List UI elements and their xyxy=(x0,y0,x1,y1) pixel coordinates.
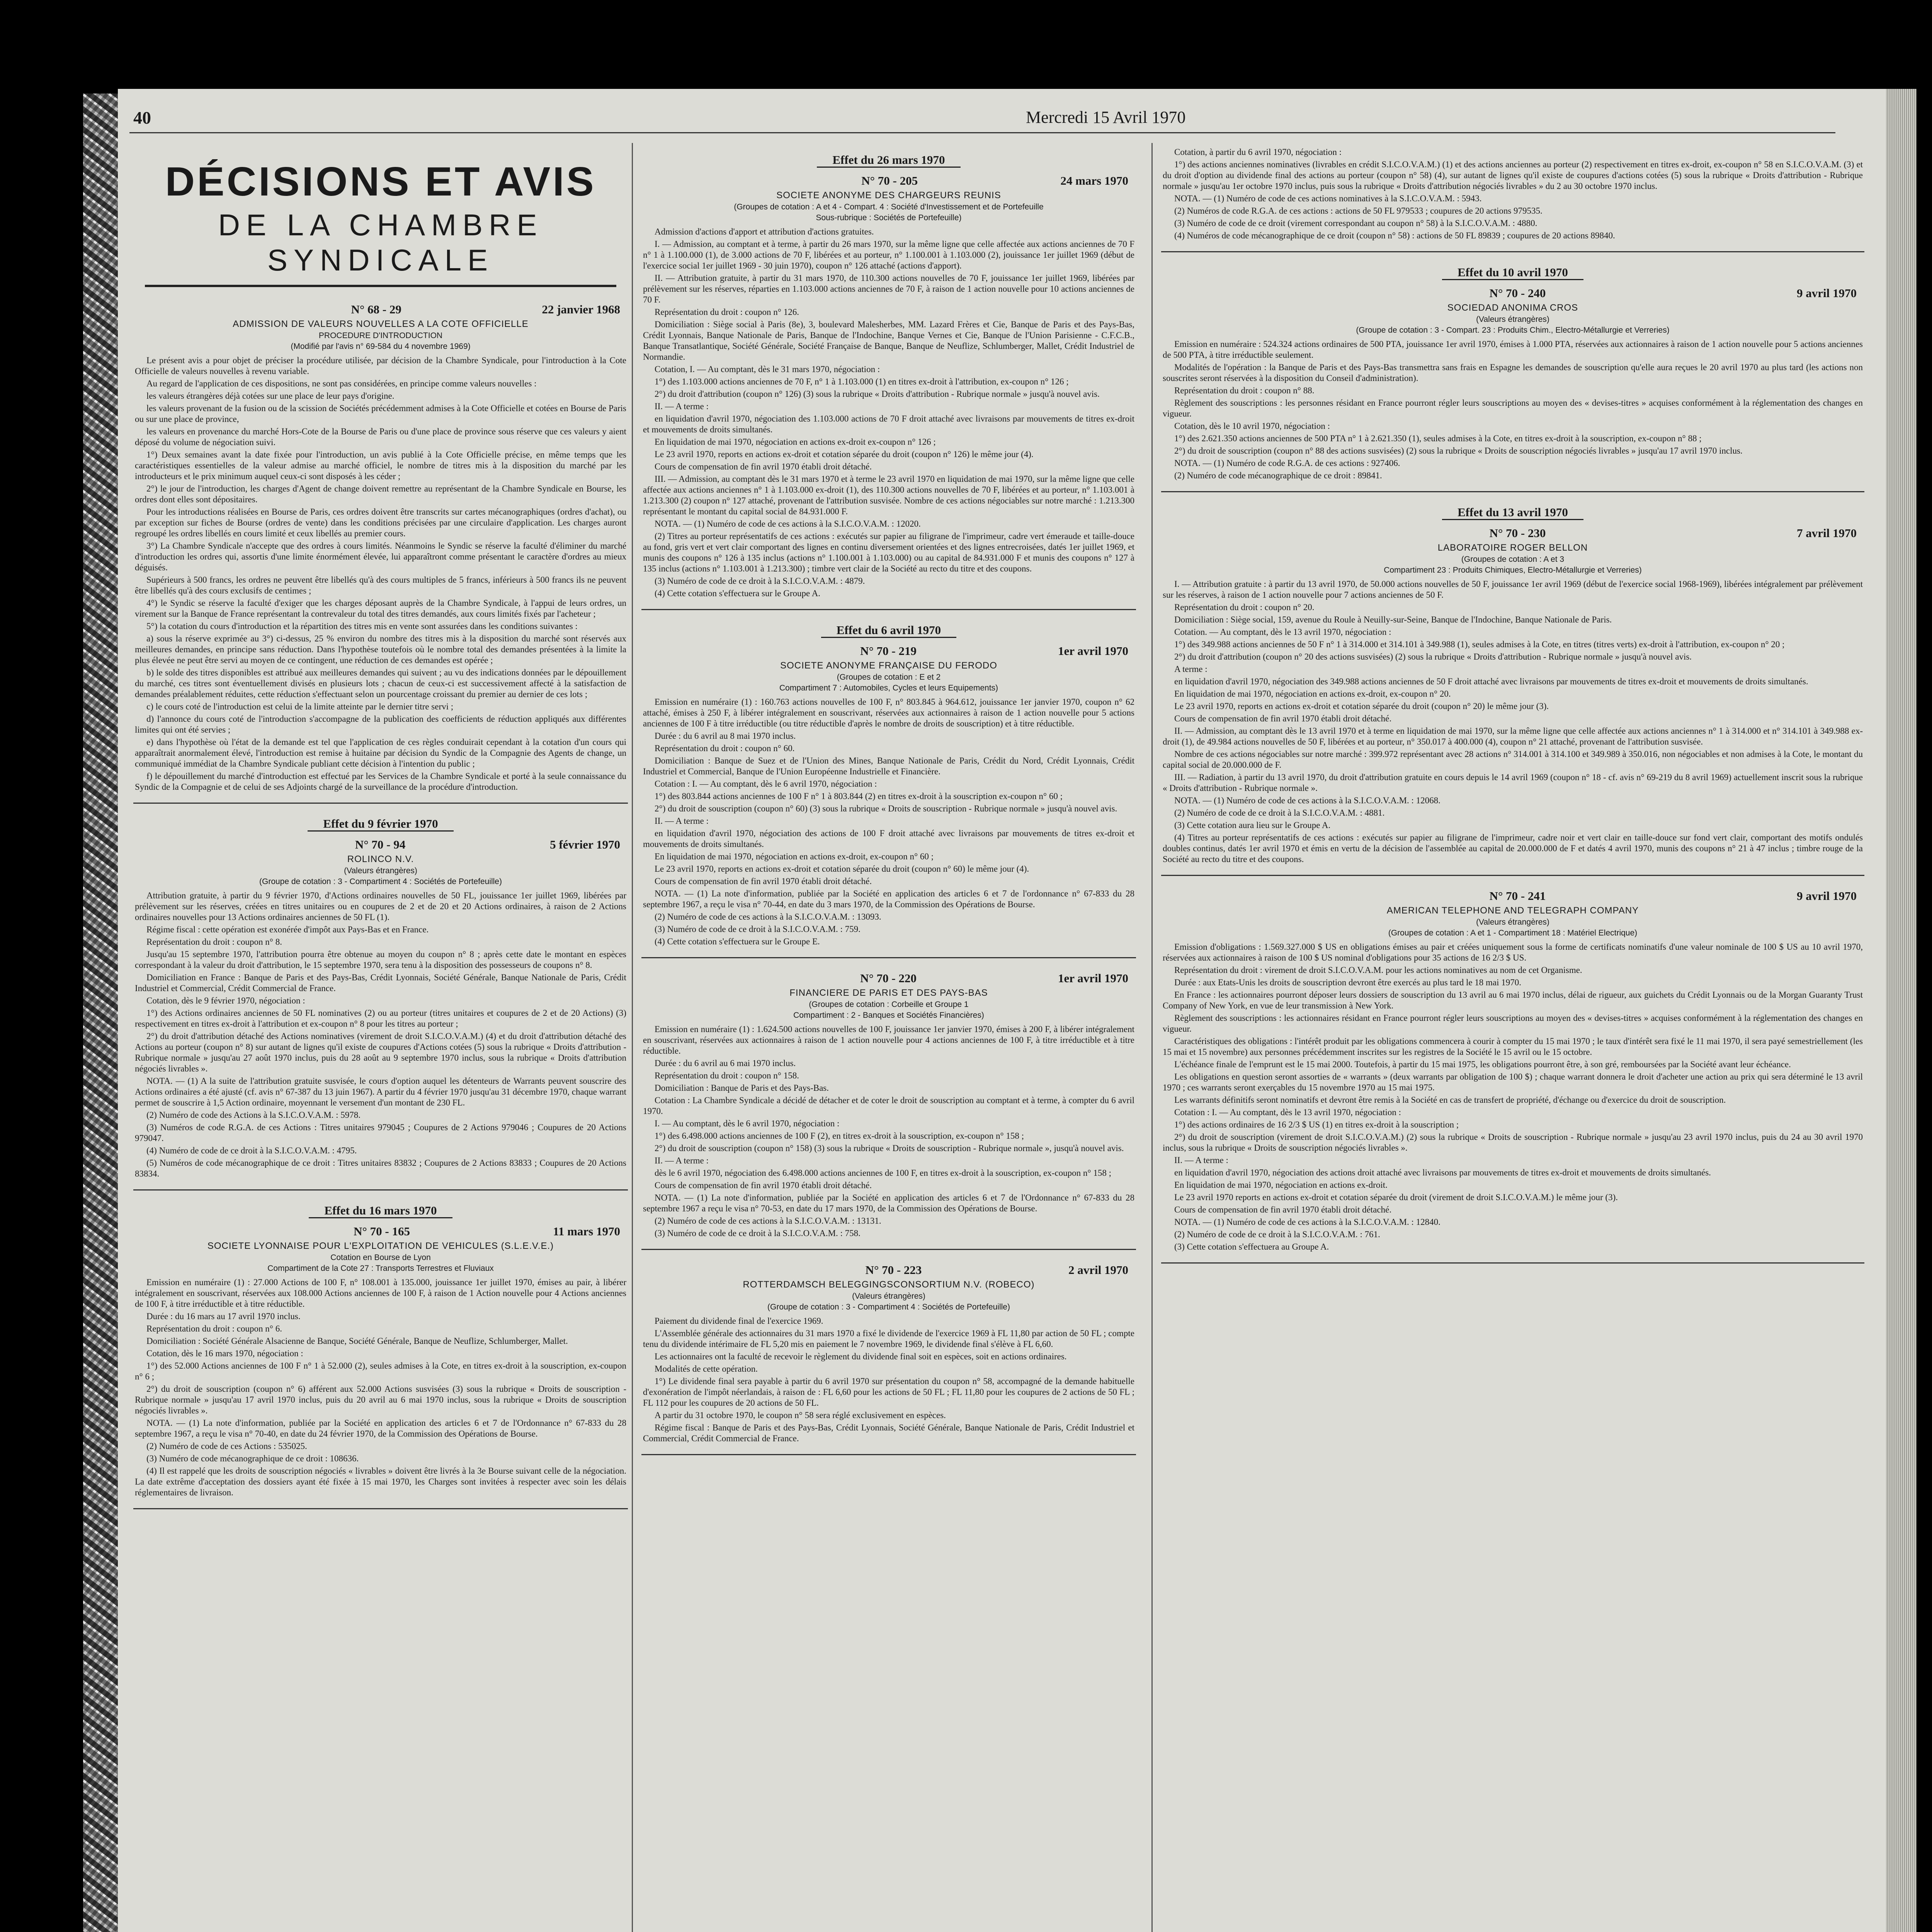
notice-paragraph: 4°) le Syndic se réserve la faculté d'exiger que les charges déposant auprès de la Chambre Syndicale, à l'appui de leurs ordres, un virement sur la Banque de France représentant la contrevaleur du total des titres demandés, aux cours limités fixés par l'acheteur ; xyxy=(135,598,626,619)
notice-header xyxy=(638,971,1140,985)
notice-paragraph: Cours de compensation de fin avril 1970 établi droit détaché. xyxy=(1174,714,1392,723)
marbled-book-edge xyxy=(83,94,120,1932)
notice-paragraph: 2°) du droit de souscription (coupon n° 88 des actions susvisées) (2) sous la rubrique « Droits de souscription négociés livrables » jusqu'au 17 avril 1970 inclus. xyxy=(1174,446,1743,456)
notice-paragraph: Durée : du 16 mars au 17 avril 1970 inclus. xyxy=(146,1311,301,1321)
notice xyxy=(129,1204,632,1509)
column-1 xyxy=(118,143,632,1932)
notice-paragraph: II. — Admission, au comptant dès le 13 avril 1970 et à terme en liquidation de mai 1970, sur la même ligne que celle affectée aux actions anciennes n° 1 à 314.000 et n° 314.101 à 349.988 ex-droit (1), de 49.984 actions nouvelles de 50 F, libérées et au porteur, n° 350.017 à 400.000 (4), coupon n° 21 attaché, provenant de l'attribution susvisée. xyxy=(1163,726,1863,747)
notice-date: 1er avril 1970 xyxy=(1058,644,1128,658)
notice-date: 1er avril 1970 xyxy=(1058,971,1128,985)
notice-paragraph: II. — A terme : xyxy=(1174,1155,1228,1165)
notice-paragraph: Supérieurs à 500 francs, les ordres ne peuvent être libellés qu'à des cours multiples de 5 francs, inférieurs à 500 francs ils ne peuvent être libellés qu'à des cours exclusifs de centimes ; xyxy=(135,575,626,595)
notice-paragraph: NOTA. — (1) Numéro de code de ces actions nominatives à la S.I.C.O.V.A.M. : 5943. xyxy=(1174,194,1482,203)
column-3 xyxy=(1157,143,1868,1932)
notice-paragraph: Le 23 avril 1970, reports en actions ex-droit et cotation séparée du droit (coupon n° 20) le même jour (3). xyxy=(1174,701,1549,711)
notice-paragraph: e) dans l'hypothèse où l'état de la demande est tel que l'application de ces règles conduirait cependant à la cotation d'un cours qui apparaîtrait anormalement élevé, l'introduction est remise à huitaine par décision du Syndic de la Compagnie des Agents de change, un communiqué immédiat de la Chambre Syndicale publiant cette décision à l'intention du public ; xyxy=(135,737,626,769)
effective-date-text: Effet du 9 février 1970 xyxy=(308,817,453,832)
notice-paragraph: f) le dépouillement du marché d'introduction est effectué par les Services de la Chambre Syndicale et porté à la seule connaissance du Syndic de la Compagnie et de celui de ses Adjoints chargé de la surveillance de la procédure d'introduction. xyxy=(135,771,626,792)
notice-paragraph: les valeurs en provenance du marché Hors-Cote de la Bourse de Paris ou d'une place de province sous réserve que ces valeurs y aient déposé du volume de négociation suivi. xyxy=(135,427,626,447)
notice-paragraph: Les actionnaires ont la faculté de recevoir le règlement du dividende final soit en espèces, soit en actions ordinaires. xyxy=(655,1352,1067,1361)
notice-paragraph: Domiciliation : Banque de Suez et de l'Union des Mines, Banque Nationale de Paris, Crédit du Nord, Crédit Lyonnais, Crédit Industriel et Commercial, Banque de l'Union Européenne Industrielle et Financière. xyxy=(643,756,1134,776)
notice-meta: (Groupe de cotation : 3 - Compartiment 4 : Sociétés de Portefeuille) xyxy=(767,1303,1010,1311)
notice-paragraph: en liquidation d'avril 1970, négociation des 1.103.000 actions de 70 F droit attaché avec livraisons par mouvements de titres ex-droit et mouvements de droits simultanés. xyxy=(643,414,1134,434)
notice-separator xyxy=(641,609,1136,610)
notice-paragraph: Caractéristiques des obligations : l'intérêt produit par les obligations commencera à courir à compter du 15 mai 1970 ; le taux d'intérêt sera fixé le 11 mai 1970, il sera payé semestriellement (les 15 mai et 15 novembre) aux personnes précédemment inscrites sur les registres de la Société le 15 avril ou le 15 octobre. xyxy=(1163,1036,1863,1057)
masthead-rule xyxy=(145,285,616,287)
notice-body xyxy=(129,890,632,1179)
notice-meta: Compartiment 23 : Produits Chimiques, Electro-Métallurgie et Verreries) xyxy=(1384,566,1642,575)
notice-paragraph: (2) Titres au porteur représentatifs de ces actions : exécutés sur papier au filigrane de l'imprimeur, cadre vert émeraude et taille-douce au fond, gris vert et vert clair comportant des lignes en continu diversement orientées et des lignes entrecroisées, datés 1er juillet 1969, et munis des coupons n° 126 à 135 inclus (actions n° 1.100.001 à 1.103.000) ou au capital de 84.931.000 F et munis des coupons n° 127 à 135 inclus (actions n° 1.103.001 à 1.213.300) ; timbre vert clair de la Société au recto du titre et des coupons. xyxy=(643,531,1134,573)
notice-body xyxy=(1157,942,1868,1252)
notice-meta: (Valeurs étrangères) xyxy=(852,1292,925,1301)
notice-paragraph: (4) Numéro de code de ce droit à la S.I.C.O.V.A.M. : 4795. xyxy=(146,1146,357,1155)
notice-paragraph: En liquidation de mai 1970, négociation en actions ex-droit ex-coupon n° 126 ; xyxy=(655,437,936,447)
notice-header xyxy=(638,644,1140,658)
notice xyxy=(1157,147,1868,252)
notice-paragraph: II. — Attribution gratuite, à partir du 31 mars 1970, de 110.300 actions nouvelles de 70 F, jouissance 1er juillet 1969, libérées par prélèvement sur les réserves, réparties en 1.103.000 actions anciennes de 70 F, à raison de 1 action nouvelle pour 10 actions anciennes de 70 F. xyxy=(643,273,1134,304)
notice-number: N° 70 - 220 xyxy=(860,971,917,985)
notice-paragraph: Cotation. — Au comptant, dès le 13 avril 1970, négociation : xyxy=(1174,627,1391,637)
effective-date-heading xyxy=(1157,505,1868,519)
notice-paragraph: (5) Numéros de code mécanographique de ce droit : Titres unitaires 83832 ; Coupures de 2 Actions 83833 ; Coupures de 20 Actions 83834. xyxy=(135,1158,626,1179)
notice-paragraph: Représentation du droit : coupon n° 6. xyxy=(146,1324,282,1333)
notice-meta: (Groupe de cotation : 3 - Compartiment 4 : Sociétés de Portefeuille) xyxy=(259,877,502,886)
notice-paragraph: (2) Numéro de code des Actions à la S.I.C.O.V.A.M. : 5978. xyxy=(146,1110,361,1120)
notice-separator xyxy=(133,803,628,804)
notice-paragraph: Représentation du droit : coupon n° 60. xyxy=(655,743,795,753)
notice-paragraph: Durée : aux Etats-Unis les droits de souscription devront être exercés au plus tard le 18 mai 1970. xyxy=(1174,978,1522,987)
company-name: LABORATOIRE ROGER BELLON xyxy=(1437,543,1588,553)
notice-paragraph: II. — A terme : xyxy=(655,401,709,411)
notice xyxy=(1157,265,1868,492)
notice-paragraph: Cotation, dès le 10 avril 1970, négociation : xyxy=(1174,421,1330,431)
notice-paragraph: 1°) des 349.988 actions anciennes de 50 F n° 1 à 314.000 et 314.101 à 349.988 (1), seules admises à la Cote, en titres (titres verts) ex-droit à l'attribution, ex-coupon n° 20 ; xyxy=(1174,639,1785,649)
effective-date-text: Effet du 10 avril 1970 xyxy=(1442,265,1583,280)
notice-separator xyxy=(641,1249,1136,1250)
notice xyxy=(638,153,1140,610)
notice-body xyxy=(1157,579,1868,865)
notice-paragraph: Emission en numéraire (1) : 160.763 actions nouvelles de 100 F, n° 803.845 à 964.612, jouissance 1er janvier 1970, coupon n° 62 attaché, émises à 250 F, à libérer intégralement en souscrivant, réservées aux actionnaires à raison de 1 action nouvelle pour 5 actions anciennes de 100 F à titre irréductible (ou titre réductible d'après le nombre de droits de souscription) et à titre réductible. xyxy=(643,697,1134,728)
effective-date-heading xyxy=(1157,265,1868,279)
company-name: SOCIETE ANONYME DES CHARGEURS REUNIS xyxy=(776,190,1001,201)
notice-body xyxy=(129,1277,632,1498)
notice-paragraph: Admission d'actions d'apport et attribution d'actions gratuites. xyxy=(655,227,874,236)
notice-number: N° 70 - 230 xyxy=(1489,526,1546,540)
page-number: 40 xyxy=(133,108,151,128)
notice-paragraph: Jusqu'au 15 septembre 1970, l'attribution pourra être obtenue au moyen du coupon n° 8 ; après cette date le montant en espèces correspondant à la valeur du droit d'attribution, le 15 septembre 1970, sera tenu à la disposition des possesseurs de coupons n° 8. xyxy=(135,949,626,970)
page-date: Mercredi 15 Avril 1970 xyxy=(1026,108,1186,127)
notice-paragraph: Au regard de l'application de ces dispositions, ne sont pas considérées, en principe comme valeurs nouvelles : xyxy=(146,379,537,388)
notice-paragraph: Cours de compensation de fin avril 1970 établi droit détaché. xyxy=(655,876,872,886)
notice-paragraph: Règlement des souscriptions : les actionnaires résidant en France pourront régler leurs souscriptions au moyen des « devises-titres » acquises conformément à la réglementation des changes en vigueur. xyxy=(1163,1013,1863,1034)
notice-paragraph: (3) Numéros de code R.G.A. de ces Actions : Titres unitaires 979045 ; Coupures de 2 Actions 979046 ; Coupures de 20 Actions 979047. xyxy=(135,1122,626,1143)
notice xyxy=(638,971,1140,1250)
notice xyxy=(1157,889,1868,1264)
notice-header xyxy=(1157,526,1868,540)
notice-paragraph: Durée : du 6 avril au 8 mai 1970 inclus. xyxy=(655,731,796,741)
notice-paragraph: (4) Titres au porteur représentatifs de ces actions : exécutés sur papier au filigrane de l'imprimeur, cadre noir et vert clair en taille-douce sur fond vert clair, comportant des motifs ondulés doubles continus, datés 1er avril 1970 et émis en vertu de la décision de l'assemblée au capital de 20.000.000 de F et datés 4 avril 1970, munis des coupons n° 21 à 47 inclus ; timbre rouge de la Société au recto du titre et des coupons. xyxy=(1163,833,1863,864)
notice-paragraph: En liquidation de mai 1970, négociation en actions ex-droit, ex-coupon n° 20. xyxy=(1174,689,1451,699)
notice-separator xyxy=(1161,1262,1864,1264)
notice-meta: Compartiment : 2 - Banques et Sociétés Financières) xyxy=(793,1011,984,1020)
notice-paragraph: Modalités de l'opération : la Banque de Paris et des Pays-Bas transmettra sans frais en Espagne les demandes de souscription qu'elle aura reçues le 20 avril 1970 au plus tard (les actions non souscrites seront réservées à la disposition du Conseil d'administration). xyxy=(1163,362,1863,383)
notice-paragraph: 2°) du droit de souscription (coupon n° 6) afférent aux 52.000 Actions susvisées (3) sous la rubrique « Droits de souscription - Rubrique normale » jusqu'au 17 avril 1970 inclus, puis du 20 avril au 6 mai 1970 inclus, sous la rubrique « Droits de souscription négociés livrables ». xyxy=(135,1384,626,1415)
notice-paragraph: d) l'annonce du cours coté de l'introduction s'accompagne de la publication des coefficients de réduction appliqués aux différentes limites qui ont été servies ; xyxy=(135,714,626,735)
notice-paragraph: Domiciliation : Siège social à Paris (8e), 3, boulevard Malesherbes, MM. Lazard Frères et Cie, Banque de Paris et des Pays-Bas, Crédit Lyonnais, Banque Nationale de Paris, Banque de l'Indochine, Banque Vernes et Cie, Banque de l'Union Parisienne - C.F.C.B., Banque Transatlantique, Société Générale, Société Française de Banque, Banque de Neuflize, Schlumberger, Mallet, Crédit Industriel de Normandie. xyxy=(643,320,1134,362)
notice-separator xyxy=(1161,875,1864,876)
notice-paragraph: Emission en numéraire : 524.324 actions ordinaires de 500 PTA, jouissance 1er avril 1970, émises à 1.000 PTA, réservées aux actionnaires à raison de 1 action nouvelle pour 5 actions anciennes de 500 PTA, à titre irréductible seulement. xyxy=(1163,339,1863,360)
notice-paragraph: Emission en numéraire (1) : 27.000 Actions de 100 F, n° 108.001 à 135.000, jouissance 1er juillet 1970, émises au pair, à libérer intégralement en souscrivant, réservées aux 108.000 Actions anciennes de 100 F, à raison de 1 Action nouvelle pour 4 Actions anciennes de 100 F, à titre irréductible et à titre réductible. xyxy=(135,1277,626,1309)
notice-paragraph: (3) Numéro de code de ce droit à la S.I.C.O.V.A.M. : 4879. xyxy=(655,576,865,586)
company-name: AMERICAN TELEPHONE AND TELEGRAPH COMPANY xyxy=(1386,905,1639,916)
header-rule xyxy=(129,132,1835,133)
notice-header xyxy=(129,838,632,852)
notice-paragraph: Représentation du droit : coupon n° 20. xyxy=(1174,602,1315,612)
notice-paragraph: Cotation : I. — Au comptant, dès le 13 avril 1970, négociation : xyxy=(1174,1107,1401,1117)
notice-body xyxy=(638,1024,1140,1239)
notice-paragraph: 1°) des 803.844 actions anciennes de 100 F n° 1 à 803.844 (2) en titres ex-droit à la souscription ex-coupon n° 60 ; xyxy=(655,791,1063,801)
notice-meta: PROCEDURE D'INTRODUCTION xyxy=(318,331,443,340)
notice-paragraph: 2°) du droit de souscription (coupon n° 60) (3) sous la rubrique « Droits de souscription - Rubrique normale » jusqu'à nouvel avis. xyxy=(655,804,1117,813)
newspaper-page xyxy=(118,89,1886,1932)
notice-paragraph: Le 23 avril 1970 reports en actions ex-droit et cotation séparée du droit (virement de droit S.I.C.O.V.A.M.) le même jour (3). xyxy=(1174,1192,1618,1202)
notice-paragraph: Régime fiscal : cette opération est exonérée d'impôt aux Pays-Bas et en France. xyxy=(146,925,429,934)
notice-separator xyxy=(641,1454,1136,1455)
notice-paragraph: b) le solde des titres disponibles est attribué aux meilleures demandes qui suivent ; au vu des indications données par le dépouillement du marché, ces titres sont éventuellement divisés en plusieurs lots ; chacun de ceux-ci est successivement affecté à la satisfaction de demandes préalablement réduites, cette réduction s'effectuant selon un pourcentage croissant du premier au dernier de ces lots ; xyxy=(135,668,626,699)
notice-paragraph: I. — Admission, au comptant et à terme, à partir du 26 mars 1970, sur la même ligne que celle affectée aux actions anciennes de 70 F n° 1 à 1.100.000 (1), de 3.000 actions de 70 F, libérées et au porteur, n° 1.100.001 à 1.103.000 (2), jouissance 1er juillet 1969 (début de l'exercice social 1er juillet 1969 - 30 juin 1970), coupon n° 126 attaché (actions d'apport). xyxy=(643,239,1134,270)
notice-paragraph: Le 23 avril 1970, reports en actions ex-droit et cotation séparée du droit (coupon n° 60) le même jour (4). xyxy=(655,864,1029,874)
notice-date: 11 mars 1970 xyxy=(553,1225,620,1238)
notice-paragraph: 2°) du droit d'attribution détaché des Actions nominatives (virement de droit S.I.C.O.V.A.M.) (4) et du droit d'attribution détaché des Actions au porteur (coupon n° 8) sur autant de lignes qu'il existe de coupures d'Actions cotées (5) sous la rubrique « Droits d'attribution - Rubrique normale » jusqu'au 27 août 1970 inclus, puis du 28 août au 9 septembre 1970 inclus, sous la rubrique « Droits d'attribution négociés livrables ». xyxy=(135,1031,626,1073)
notice-date: 2 avril 1970 xyxy=(1068,1263,1128,1277)
notice-paragraph: A partir du 31 octobre 1970, le coupon n° 58 sera réglé exclusivement en espèces. xyxy=(655,1410,946,1420)
notice-paragraph: a) sous la réserve exprimée au 3°) ci-dessus, 25 % environ du nombre des titres mis à la disposition du marché sont réservés aux meilleures demandes, en principe sans réduction. Dans l'hypothèse toutefois où le nombre total des demandes présentées à la limite la plus élevée ne peut être servi au moyen de ce contingent, une réduction de ces demandes est opérée ; xyxy=(135,634,626,665)
notice-paragraph: dès le 6 avril 1970, négociation des 6.498.000 actions anciennes de 100 F, en titres ex-droit à la souscription, ex-coupon n° 158 ; xyxy=(655,1168,1112,1178)
notice-paragraph: L'Assemblée générale des actionnaires du 31 mars 1970 a fixé le dividende de l'exercice 1969 à FL 11,80 par action de 50 FL ; compte tenu du dividende intérimaire de FL 5,20 mis en paiement le 7 novembre 1969, le dividende final s'élève à FL 6,60. xyxy=(643,1328,1134,1349)
company-name: ROTTERDAMSCH BELEGGINGSCONSORTIUM N.V. (ROBECO) xyxy=(743,1279,1035,1290)
company-name: FINANCIERE DE PARIS ET DES PAYS-BAS xyxy=(789,988,988,998)
notice-paragraph: 3°) La Chambre Syndicale n'accepte que des ordres à cours limités. Néanmoins le Syndic se réserve la faculté d'éliminer du marché d'introduction les ordres qui, assortis d'une limite énormément élevée, lui apparaîtront comme présentant le caractère d'ordres au mieux déguisés. xyxy=(135,541,626,572)
effective-date-text: Effet du 16 mars 1970 xyxy=(309,1204,452,1218)
notice-paragraph: Règlement des souscriptions : les personnes résidant en France pourront régler leurs souscriptions au moyen des « devises-titres » acquises conformément à la réglementation des changes en vigueur. xyxy=(1163,398,1863,418)
notice xyxy=(1157,505,1868,876)
notice-separator xyxy=(1161,251,1864,252)
masthead xyxy=(129,158,632,287)
notice-paragraph: III. — Radiation, à partir du 13 avril 1970, du droit d'attribution gratuite en cours depuis le 14 avril 1969 (coupon n° 18 - cf. avis n° 69-219 du 8 avril 1969) actuellement inscrit sous la rubrique « Droits d'attribution - Rubrique normale ». xyxy=(1163,772,1863,793)
notice-body xyxy=(638,226,1140,599)
notice-paragraph: (3) Cette cotation aura lieu sur le Groupe A. xyxy=(1174,820,1331,830)
notice-header xyxy=(1157,889,1868,903)
notice-paragraph: en liquidation d'avril 1970, négociation des actions droit attaché avec livraisons par mouvements de titres ex-droit et mouvements de droits simultanés. xyxy=(1174,1168,1711,1177)
notice-meta: Compartiment de la Cote 27 : Transports Terrestres et Fluviaux xyxy=(267,1264,494,1273)
column-divider xyxy=(632,143,633,1932)
notice-paragraph: (3) Numéro de code de ce droit à la S.I.C.O.V.A.M. : 759. xyxy=(655,924,861,934)
notice xyxy=(129,817,632,1190)
notice-paragraph: (2) Numéro de code de ce droit à la S.I.C.O.V.A.M. : 761. xyxy=(1174,1230,1380,1239)
notice-paragraph: 1°) des actions anciennes nominatives (livrables en crédit S.I.C.O.V.A.M.) (1) et des actions anciennes au porteur (2) respectivement en titres ex-droit, ex-coupon n° 58 en S.I.C.O.V.A.M. (3) et du droit d'option au dividende final des actions au porteur (coupon n° 58) (4), sur autant de lignes qu'il existe de coupures d'actions cotées (5) sous la rubrique « Droits d'attribution - Rubrique normale » jusqu'au 1er octobre 1970 inclus, puis sous la rubrique « Droits d'attribution négociés livrables » du 2 au 30 octobre 1970 inclus. xyxy=(1163,160,1863,191)
notice-paragraph: 2°) du droit de souscription (virement de droit S.I.C.O.V.A.M.) (2) sous la rubrique « Droits de souscription - Rubrique normale » jusqu'au 23 avril 1970 inclus, puis du 24 au 30 avril 1970 inclus, sous la rubrique « Droits de souscription négociés livrables ». xyxy=(1163,1132,1863,1153)
notice-paragraph: Cotation, dès le 16 mars 1970, négociation : xyxy=(146,1349,303,1358)
notice-paragraph: L'échéance finale de l'emprunt est le 15 mai 2000. Toutefois, à partir du 15 mai 1975, les obligations pourront être, à son gré, remboursées par la Société avant leur échéance. xyxy=(1174,1060,1791,1069)
masthead-subtitle: DE LA CHAMBRE SYNDICALE xyxy=(218,208,543,277)
notice-paragraph: Domiciliation : Société Générale Alsacienne de Banque, Société Générale, Banque de Neuflize, Schlumberger, Mallet. xyxy=(146,1336,568,1346)
notice-paragraph: Régime fiscal : Banque de Paris et des Pays-Bas, Crédit Lyonnais, Société Générale, Banque Nationale de Paris, Crédit Industriel et Commercial, Crédit Commercial de France. xyxy=(643,1423,1134,1443)
notice-paragraph: NOTA. — (1) Numéro de code R.G.A. de ces actions : 927406. xyxy=(1174,458,1400,468)
notice-separator xyxy=(1161,491,1864,492)
notice-paragraph: 1°) des Actions ordinaires anciennes de 50 FL nominatives (2) ou au porteur (titres unitaires et coupures de 2 et de 20 Actions) (3) respectivement en titres ex-droit à l'attribution et ex-coupon n° 8 pour les titres au porteur ; xyxy=(135,1008,626,1029)
notice-paragraph: NOTA. — (1) Numéro de code de ces actions à la S.I.C.O.V.A.M. : 12840. xyxy=(1174,1217,1440,1227)
notice-paragraph: Paiement du dividende final de l'exercice 1969. xyxy=(655,1316,823,1326)
notice-paragraph: NOTA. — (1) A la suite de l'attribution gratuite susvisée, le cours d'option auquel les détenteurs de Warrants peuvent souscrire des Actions ordinaires a été ajusté (cf. avis n° 67-387 du 13 juin 1967). A partir du 4 février 1970 jusqu'au 31 décembre 1970, chaque warrant permet de souscrire à 1,5 Action ordinaire, moyennant le versement d'un montant de 230 FL. xyxy=(135,1076,626,1107)
notice-number: N° 70 - 223 xyxy=(865,1263,922,1277)
notice-paragraph: 2°) du droit d'attribution (coupon n° 126) (3) sous la rubrique « Droits d'attribution - Rubrique normale » jusqu'à nouvel avis. xyxy=(655,389,1100,399)
notice-paragraph: Domiciliation : Banque de Paris et des Pays-Bas. xyxy=(655,1083,829,1093)
notice-paragraph: en liquidation d'avril 1970, négociation des actions de 100 F droit attaché avec livraisons par mouvements de titres ex-droit et mouvements de droits simultanés. xyxy=(643,828,1134,849)
notice-paragraph: Les obligations en question seront assorties de « warrants » (deux warrants par obligation de 100 $) ; chaque warrant donnera le droit d'acheter une action au prix qui sera déterminé le 13 avril 1970 ; ces warrants seront exerçables du 15 novembre 1970 au 15 mai 1975. xyxy=(1163,1072,1863,1092)
notice-body xyxy=(129,355,632,793)
notice xyxy=(129,303,632,804)
notice-paragraph: 1°) des 52.000 Actions anciennes de 100 F n° 1 à 52.000 (2), seules admises à la Cote, en titres ex-droit à la souscription, ex-coupon n° 6 ; xyxy=(135,1361,626,1381)
notice-paragraph: (3) Numéro de code mécanographique de ce droit : 108636. xyxy=(146,1454,359,1463)
notice-meta: (Groupes de cotation : A et 1 - Compartiment 18 : Matériel Electrique) xyxy=(1388,929,1638,937)
company-name: ROLINCO N.V. xyxy=(347,854,414,864)
notice-paragraph: Cours de compensation de fin avril 1970 établi droit détaché. xyxy=(1174,1205,1392,1214)
notice-header xyxy=(1157,286,1868,300)
notice-paragraph: 1°) Deux semaines avant la date fixée pour l'introduction, un avis publié à la Cote Officielle précise, en même temps que les caractéristiques essentielles de la valeur admise au marché officiel, le nombre de titres mis à la disposition du marché par les introducteurs et le prix minimum auquel ceux-ci sont disposés à les céder ; xyxy=(135,450,626,481)
notice-number: N° 70 - 205 xyxy=(861,174,918,187)
company-name: SOCIETE ANONYME FRANÇAISE DU FERODO xyxy=(780,660,997,671)
notice-paragraph: Le 23 avril 1970, reports en actions ex-droit et cotation séparée du droit (coupon n° 126) le même jour (4). xyxy=(655,449,1034,459)
notice-date: 9 avril 1970 xyxy=(1797,286,1857,300)
notice-date: 9 avril 1970 xyxy=(1797,889,1857,903)
notice-paragraph: NOTA. — (1) Numéro de code de ces actions à la S.I.C.O.V.A.M. : 12020. xyxy=(655,519,921,529)
notice-paragraph: Représentation du droit : coupon n° 126. xyxy=(655,307,799,317)
effective-date-heading xyxy=(129,817,632,831)
notice-paragraph: II. — A terme : xyxy=(655,1156,709,1165)
notice-paragraph: 1°) des 2.621.350 actions anciennes de 500 PTA n° 1 à 2.621.350 (1), seules admises à la Cote, en titres ex-droit à la souscription, ex-coupon n° 88 ; xyxy=(1174,434,1702,443)
notice-paragraph: Nombre de ces actions négociables sur notre marché : 399.972 représentant avec 28 actions n° 314.001 à 314.100 et 349.989 à 350.016, non négociables et non admises à la Cote, le montant du capital social de 20.000.000 de F. xyxy=(1163,749,1863,770)
notice-paragraph: Emission d'obligations : 1.569.327.000 $ US en obligations émises au pair et créées uniquement sous la forme de certificats nominatifs d'une valeur nominale de 100 $ US au 10 avril 1970, réservées aux actionnaires à raison de 100 $ US nominal d'obligations pour 35 actions de 16 2/3 $ US. xyxy=(1163,942,1863,963)
notice-paragraph: (2) Numéro de code de ce droit à la S.I.C.O.V.A.M. : 4881. xyxy=(1174,808,1385,818)
notice-header xyxy=(638,174,1140,188)
notice-paragraph: Modalités de cette opération. xyxy=(655,1364,758,1374)
notice-meta: Cotation en Bourse de Lyon xyxy=(330,1253,431,1262)
notice-date: 5 février 1970 xyxy=(550,838,620,851)
notice-body xyxy=(638,697,1140,947)
notice-meta: Compartiment 7 : Automobiles, Cycles et leurs Equipements) xyxy=(779,684,998,692)
notice-paragraph: Cotation, à partir du 6 avril 1970, négociation : xyxy=(1174,147,1342,157)
notice-paragraph: Attribution gratuite, à partir du 9 février 1970, d'Actions ordinaires nouvelles de 50 FL, jouissance 1er juillet 1969, libérées par prélèvement sur les réserves, créées en titres unitaires ou en coupures de 2 et de 20 et 20 Actions ordinaires, à raison de 2 Actions ordinaires nouvelles pour 13 Actions ordinaires anciennes de 50 FL (1). xyxy=(135,891,626,922)
company-name: SOCIETE LYONNAISE POUR L'EXPLOITATION DE VEHICULES (S.L.E.V.E.) xyxy=(207,1241,554,1251)
notice-paragraph: I. — Attribution gratuite : à partir du 13 avril 1970, de 50.000 actions nouvelles de 50 F, jouissance 1er avril 1969 (début de l'exercice social 1968-1969), libérées intégralement par prélèvement sur les réserves, à raison de 1 action nouvelle pour 7 actions anciennes de 50 F. xyxy=(1163,579,1863,600)
notice-paragraph: Représentation du droit : coupon n° 158. xyxy=(655,1071,799,1080)
notice-body xyxy=(638,1316,1140,1444)
notice-paragraph: Domiciliation : Siège social, 159, avenue du Roule à Neuilly-sur-Seine, Banque de l'Indochine, Banque Nationale de Paris. xyxy=(1174,615,1612,624)
notice-paragraph: NOTA. — (1) La note d'information, publiée par la Société en application des articles 6 et 7 de l'Ordonnance n° 67-833 du 28 septembre 1967, a reçu le visa n° 70-40, en date du 24 février 1970, de la Commission des Opérations de Bourse. xyxy=(135,1418,626,1439)
notice-paragraph: 1°) des actions ordinaires de 16 2/3 $ US (1) en titres ex-droit à la souscription ; xyxy=(1174,1120,1459,1129)
notice-paragraph: A terme : xyxy=(1174,664,1208,674)
effective-date-heading xyxy=(129,1204,632,1218)
notice-date: 24 mars 1970 xyxy=(1060,174,1128,187)
notice-paragraph: (4) Il est rappelé que les droits de souscription négociés « livrables » doivent être livrés à la 3e Bourse suivant celle de la négociation. La date extrême d'acceptation des dossiers ayant été fixée à 15 mai 1970, les Charges sont invitées à respecter avec soin les délais réglementaires de livraison. xyxy=(135,1466,626,1497)
company-name: ADMISSION DE VALEURS NOUVELLES A LA COTE OFFICIELLE xyxy=(233,319,529,329)
notice-paragraph: NOTA. — (1) Numéro de code de ces actions à la S.I.C.O.V.A.M. : 12068. xyxy=(1174,796,1440,805)
notice-paragraph: Cotation : I. — Au comptant, dès le 6 avril 1970, négociation : xyxy=(655,779,877,789)
notice-header xyxy=(638,1263,1140,1277)
effective-date-heading xyxy=(638,153,1140,167)
notice-date: 22 janvier 1968 xyxy=(542,303,620,316)
notice-paragraph: Cours de compensation de fin avril 1970 établi droit détaché. xyxy=(655,462,872,471)
notice-paragraph: (4) Cette cotation s'effectuera sur le Groupe A. xyxy=(655,588,821,598)
notice-paragraph: Les warrants définitifs seront nominatifs et devront être remis à la Société en cas de transfert de propriété, d'échange ou d'exercice du droit de souscription. xyxy=(1174,1095,1726,1105)
effective-date-text: Effet du 13 avril 1970 xyxy=(1442,505,1583,520)
notice-paragraph: (3) Numéro de code de ce droit (virement correspondant au coupon n° 58) à la S.I.C.O.V.A.M. : 4880. xyxy=(1174,218,1537,228)
notice-paragraph: (2) Numéro de code de ces actions à la S.I.C.O.V.A.M. : 13131. xyxy=(655,1216,881,1226)
effective-date-heading xyxy=(638,623,1140,637)
notice-paragraph: Représentation du droit : virement de droit S.I.C.O.V.A.M. pour les actions nominatives au nom de cet Organisme. xyxy=(1174,965,1582,975)
notice xyxy=(638,1263,1140,1455)
notice-paragraph: 1°) des 6.498.000 actions anciennes de 100 F (2), en titres ex-droit à la souscription, ex-coupon n° 158 ; xyxy=(655,1131,1024,1141)
notice-paragraph: en liquidation d'avril 1970, négociation des 349.988 actions anciennes de 50 F droit attaché avec livraisons par mouvements de titres ex-droit et mouvements de droits simultanés. xyxy=(1174,677,1808,686)
notice-paragraph: 2°) le jour de l'introduction, les charges d'Agent de change doivent remettre au représentant de la Chambre Syndicale en Bourse, les ordres dont elles sont dépositaires. xyxy=(135,484,626,504)
effective-date-text: Effet du 6 avril 1970 xyxy=(821,623,956,638)
notice-paragraph: 5°) la cotation du cours d'introduction et la répartition des titres mis en vente sont assurées dans les conditions suivantes : xyxy=(146,621,578,631)
notice-meta: (Valeurs étrangères) xyxy=(344,866,417,875)
notice-number: N° 70 - 94 xyxy=(355,838,406,851)
notice-paragraph: Durée : du 6 avril au 6 mai 1970 inclus. xyxy=(655,1058,796,1068)
notice-paragraph: Cours de compensation de fin avril 1970 établi droit détaché. xyxy=(655,1180,872,1190)
notice-paragraph: En liquidation de mai 1970, négociation en actions ex-droit. xyxy=(1174,1180,1388,1190)
notice-paragraph: Le présent avis a pour objet de préciser la procédure utilisée, par décision de la Chambre Syndicale, pour l'introduction à la Cote Officielle de valeurs nouvelles à revenu variable. xyxy=(135,355,626,376)
notice-separator xyxy=(641,957,1136,958)
notice-paragraph: En liquidation de mai 1970, négociation en actions ex-droit, ex-coupon n° 60 ; xyxy=(655,852,934,861)
notice-paragraph: (4) Cette cotation s'effectuera sur le Groupe E. xyxy=(655,937,820,946)
notice-paragraph: 2°) du droit de souscription (coupon n° 158) (3) sous la rubrique « Droits de souscription - Rubrique normale », jusqu'à nouvel avis. xyxy=(655,1143,1124,1153)
notice-meta: (Groupes de cotation : A et 4 - Compart. 4 : Société d'Investissement et de Portefeuille xyxy=(734,202,1044,211)
notice-number: N° 70 - 165 xyxy=(354,1225,410,1238)
notice-paragraph: (2) Numéro de code de ces Actions : 535025. xyxy=(146,1441,307,1451)
notice-paragraph: En France : les actionnaires pourront déposer leurs dossiers de souscription du 13 avril au 6 mai 1970 inclus, délai de rigueur, aux guichets du Crédit Lyonnais ou de la Morgan Guaranty Trust Company of New York, en vue de leur transmission à New York. xyxy=(1163,990,1863,1010)
notice-header xyxy=(129,303,632,316)
notice-separator xyxy=(133,1508,628,1509)
notice-paragraph: (3) Numéro de code de ce droit à la S.I.C.O.V.A.M. : 758. xyxy=(655,1228,861,1238)
page-fore-edge xyxy=(1886,89,1917,1932)
notice-paragraph: (3) Cette cotation s'effectuera au Groupe A. xyxy=(1174,1242,1329,1252)
notice-date: 7 avril 1970 xyxy=(1797,526,1857,540)
notice-paragraph: (2) Numéro de code mécanographique de ce droit : 89841. xyxy=(1174,471,1382,480)
notice-paragraph: les valeurs étrangères déjà cotées sur une place de leur pays d'origine. xyxy=(146,391,395,401)
notice-meta: (Modifié par l'avis n° 69-584 du 4 novembre 1969) xyxy=(291,342,471,351)
notice-paragraph: Représentation du droit : coupon n° 88. xyxy=(1174,386,1315,395)
notice-paragraph: III. — Admission, au comptant dès le 31 mars 1970 et à terme le 23 avril 1970 en liquidation de mai 1970, sur la même ligne que celle affectée aux actions anciennes n° 1 à 1.103.000 ex-droit (1), des 110.300 actions nouvelles de 70 F, libérées et au porteur, n° 1.103.001 à 1.213.300 (2) coupon n° 127 attaché, provenant de l'attribution susvisée. Nombre de ces actions négociables sur notre marché : 1.213.300 représentant le montant du capital social de 84.931.000 F. xyxy=(643,474,1134,516)
notice-body xyxy=(1157,339,1868,481)
notice-paragraph: Cotation, dès le 9 février 1970, négociation : xyxy=(146,996,305,1005)
company-name: SOCIEDAD ANONIMA CROS xyxy=(1447,303,1578,313)
masthead-title: DÉCISIONS ET AVIS xyxy=(165,159,596,204)
notice-paragraph: Représentation du droit : coupon n° 8. xyxy=(146,937,282,947)
notice-paragraph: I. — Au comptant, dès le 6 avril 1970, négociation : xyxy=(655,1119,840,1128)
notice-paragraph: les valeurs provenant de la fusion ou de la scission de Sociétés précédemment admises à la Cote Officielle et cotées en Bourse de Paris ou sur une place de province, xyxy=(135,403,626,424)
notice-header xyxy=(129,1225,632,1238)
notice-paragraph: (4) Numéros de code mécanographique de ce droit (coupon n° 58) : actions de 50 FL 89839 ; coupures de 20 actions 89840. xyxy=(1174,231,1615,240)
notice-paragraph: (2) Numéro de code de ces actions à la S.I.C.O.V.A.M. : 13093. xyxy=(655,912,881,922)
notice-paragraph: II. — A terme : xyxy=(655,816,709,826)
effective-date-text: Effet du 26 mars 1970 xyxy=(817,153,960,168)
notice-paragraph: 1°) des 1.103.000 actions anciennes de 70 F, n° 1 à 1.103.000 (1) en titres ex-droit à l'attribution, ex-coupon n° 126 ; xyxy=(655,377,1069,386)
notice-paragraph: c) le cours coté de l'introduction est celui de la limite atteinte par le dernier titre servi ; xyxy=(146,702,454,711)
notice-meta: Sous-rubrique : Sociétés de Portefeuille) xyxy=(816,213,962,222)
notice-meta: (Groupes de cotation : Corbeille et Groupe 1 xyxy=(809,1000,969,1009)
notice-number: N° 68 - 29 xyxy=(351,303,401,316)
notice-paragraph: NOTA. — (1) La note d'information, publiée par la Société en application des articles 6 et 7 de l'Ordonnance n° 67-833 du 28 septembre 1967 a reçu le visa n° 70-53, en date du 17 mars 1970, de la Commission des Opérations de Bourse. xyxy=(643,1193,1134,1213)
notice-separator xyxy=(133,1189,628,1190)
notice-paragraph: 1°) Le dividende final sera payable à partir du 6 avril 1970 sur présentation du coupon n° 58, accompagné de la demande habituelle d'exonération de l'impôt néerlandais, à raison de : FL 6,60 pour les actions de 50 FL ; FL 11,80 pour les coupures de 2 actions de 50 FL ; FL 112 pour les coupures de 20 actions de 50 FL. xyxy=(643,1376,1134,1408)
notice xyxy=(638,623,1140,958)
notice-paragraph: Cotation, I. — Au comptant, dès le 31 mars 1970, négociation : xyxy=(655,364,880,374)
notice-meta: (Groupes de cotation : E et 2 xyxy=(837,673,941,682)
notice-meta: (Valeurs étrangères) xyxy=(1476,918,1549,927)
notice-number: N° 70 - 219 xyxy=(860,644,917,658)
notice-number: N° 70 - 240 xyxy=(1489,286,1546,300)
notice-number: N° 70 - 241 xyxy=(1489,889,1546,903)
notice-paragraph: 2°) du droit d'attribution (coupon n° 20 des actions susvisées) (2) sous la rubrique « Droits d'attribution - Rubrique normale » jusqu'à nouvel avis. xyxy=(1174,652,1692,662)
notice-meta: (Groupe de cotation : 3 - Compart. 23 : Produits Chim., Electro-Métallurgie et Verreries) xyxy=(1356,326,1670,335)
notice-paragraph: Cotation : La Chambre Syndicale a décidé de détacher et de coter le droit de souscription au comptant et à terme, à compter du 6 avril 1970. xyxy=(643,1095,1134,1116)
notice-paragraph: Domiciliation en France : Banque de Paris et des Pays-Bas, Crédit Lyonnais, Société Générale, Banque Nationale de Paris, Crédit Industriel et Commercial, Crédit Commercial de France. xyxy=(135,973,626,993)
notice-paragraph: Pour les introductions réalisées en Bourse de Paris, ces ordres doivent être transcrits sur cartes mécanographiques (ordres d'achat), ou par exception sur fiches de Bourse (ordres de vente) dans les conditions précisées par une circulaire d'application. Les charges auront regroupé les ordres libellés en cours limité et ceux libellés au premier cours. xyxy=(135,507,626,538)
notice-paragraph: NOTA. — (1) La note d'information, publiée par la Société en application des articles 6 et 7 de l'ordonnance n° 67-833 du 28 septembre 1967, a reçu le visa n° 70-44, en date du 3 mars 1970, de la Commission des Opérations de Bourse. xyxy=(643,889,1134,909)
notice-body xyxy=(1157,147,1868,241)
notice-meta: (Valeurs étrangères) xyxy=(1476,315,1549,324)
notice-paragraph: Emission en numéraire (1) : 1.624.500 actions nouvelles de 100 F, jouissance 1er janvier 1970, émises à 200 F, à libérer intégralement en souscrivant, réservées aux actionnaires à raison de 1 action nouvelle pour 4 actions anciennes de 100 F, à titre irréductible et à titre réductible. xyxy=(643,1024,1134,1056)
notice-meta: (Groupes de cotation : A et 3 xyxy=(1461,555,1565,564)
notice-paragraph: (2) Numéros de code R.G.A. de ces actions : actions de 50 FL 979533 ; coupures de 20 actions 979535. xyxy=(1174,206,1543,216)
column-divider xyxy=(1151,143,1153,1932)
column-2 xyxy=(638,143,1140,1932)
